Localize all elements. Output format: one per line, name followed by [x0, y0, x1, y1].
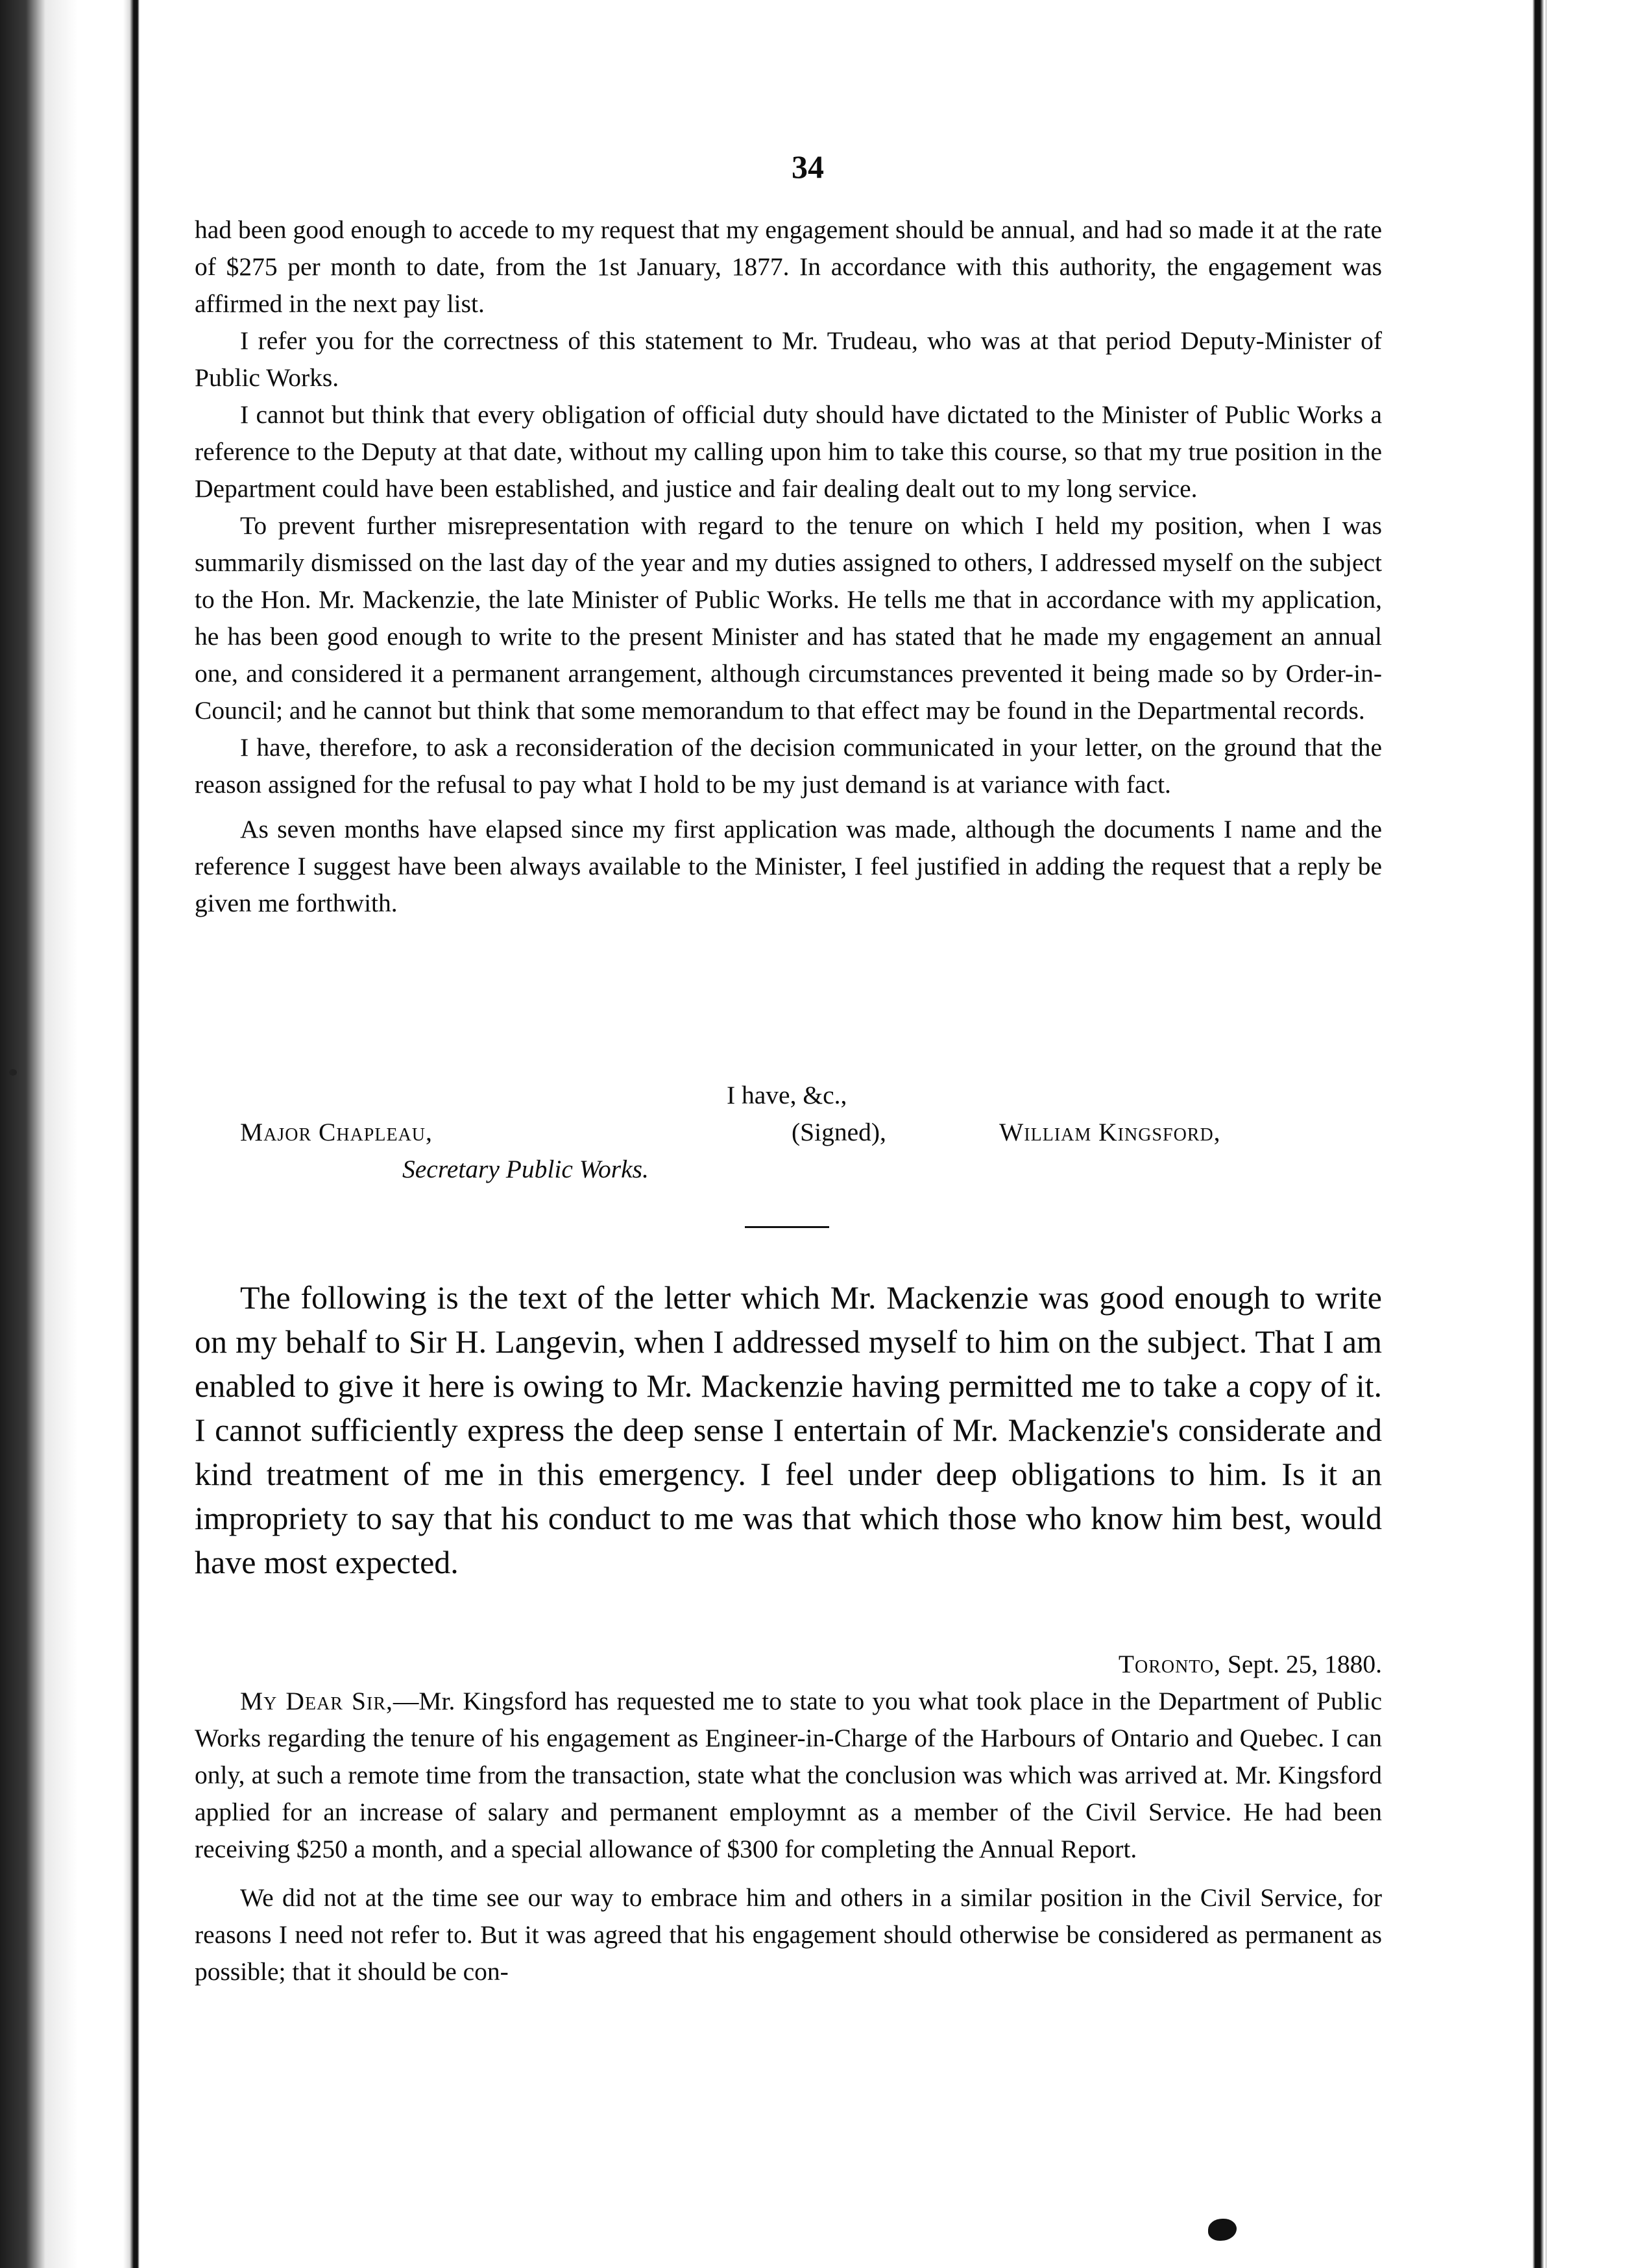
letter-body-mackenzie — [195, 1683, 1382, 1990]
document-page — [195, 0, 1382, 2268]
paragraph: I cannot but think that every obligation of official duty should have dictated to the Minister of Public Works a reference to the Deputy at that date, without my calling upon him to take this course, so that my true position in the Department could have been established, and justice and fair dealing dealt out to my long service. — [195, 400, 1382, 503]
paragraph: To prevent further misrepresentation with regard to the tenure on which I held my position, when I was summarily dismissed on the last day of the year and my duties assigned to others, I addressed myself on the subject to the Hon. Mr. Mackenzie, the late Minister of Public Works. He tells me that in accordance with my application, he has been good enough to write to the present Minister and has stated that he made my engagement an annual one, and considered it a permanent arrangement, although circumstances prevented it being made so by Order-in-Council; and he cannot but think that some memorandum to that effect may be found in the Departmental records. — [195, 511, 1382, 725]
dateline-date: Sept. 25, 1880. — [1227, 1650, 1382, 1678]
letter-closing — [195, 1077, 1382, 1200]
scan-left-edge — [0, 0, 139, 2268]
paragraph: We did not at the time see our way to embrace him and others in a similar position in the Civil Service, for reasons I need not refer to. But it was agreed that his engagement should otherwise be considered as permanent as possible; that it should be con- — [195, 1883, 1382, 1986]
paragraph: The following is the text of the letter which Mr. Mackenzie was good enough to write on my behalf to Sir H. Langevin, when I addressed myself to him on the subject. That I am enabled to give it here is owing to Mr. Mackenzie having permitted me to take a copy of it. I cannot sufficiently express the deep sense I entertain of Mr. Mackenzie's considerate and kind treatment of me in this emergency. I feel under deep obligations to him. Is it an impropriety to say that his conduct to me was that which those who know him best, would have most expected. — [195, 1279, 1382, 1580]
intro-paragraph — [195, 1275, 1382, 1584]
dateline — [1119, 1646, 1382, 1683]
dateline-place: Toronto, — [1118, 1650, 1222, 1678]
signer-name: William Kingsford, — [999, 1118, 1221, 1146]
signed-marker: (Signed), — [792, 1118, 886, 1146]
page-number: 34 — [792, 149, 824, 185]
section-divider — [745, 1226, 829, 1228]
addressee-title: Secretary Public Works. — [402, 1155, 649, 1183]
paragraph — [195, 1683, 1382, 1868]
scan-right-edge — [1532, 0, 1635, 2268]
salutation: My Dear Sir, — [240, 1687, 393, 1715]
paragraph: had been good enough to accede to my request that my engagement should be annual, and had so made it at the rate of $275 per month to date, from the 1st January, 1877. In accordance with this authority, the engagement was affirmed in the next pay list. — [195, 215, 1382, 318]
paragraph: As seven months have elapsed since my first application was made, although the documents I name and the reference I suggest have been always available to the Minister, I feel justified in adding the request that a reply be given me forthwith. — [195, 815, 1382, 917]
paragraph: I have, therefore, to ask a reconsideration of the decision communicated in your letter, on the ground that the reason assigned for the refusal to pay what I hold to be my just demand is at variance with fact. — [195, 733, 1382, 799]
letter-body-chapleau — [195, 211, 1382, 922]
addressee-name: Major Chapleau, — [240, 1118, 433, 1146]
paragraph-text: —Mr. Kingsford has requested me to state to you what took place in the Department of Public Works regarding the tenure of his engagement as Engineer-in-Charge of the Harbours of Ontario and Quebec. I can only, at such a remote time from the transaction, state what the conclusion was which was arrived at. Mr. Kingsford applied for an increase of salary and permanent employmnt as a member of the Civil Service. He had been receiving $250 a month, and a special allowance of $300 for completing the Annual Report. — [195, 1687, 1382, 1863]
scan-speck — [9, 1069, 17, 1076]
closing-phrase: I have, &c., — [727, 1081, 847, 1109]
paragraph: I refer you for the correctness of this statement to Mr. Trudeau, who was at that period Deputy-Minister of Public Works. — [195, 326, 1382, 392]
